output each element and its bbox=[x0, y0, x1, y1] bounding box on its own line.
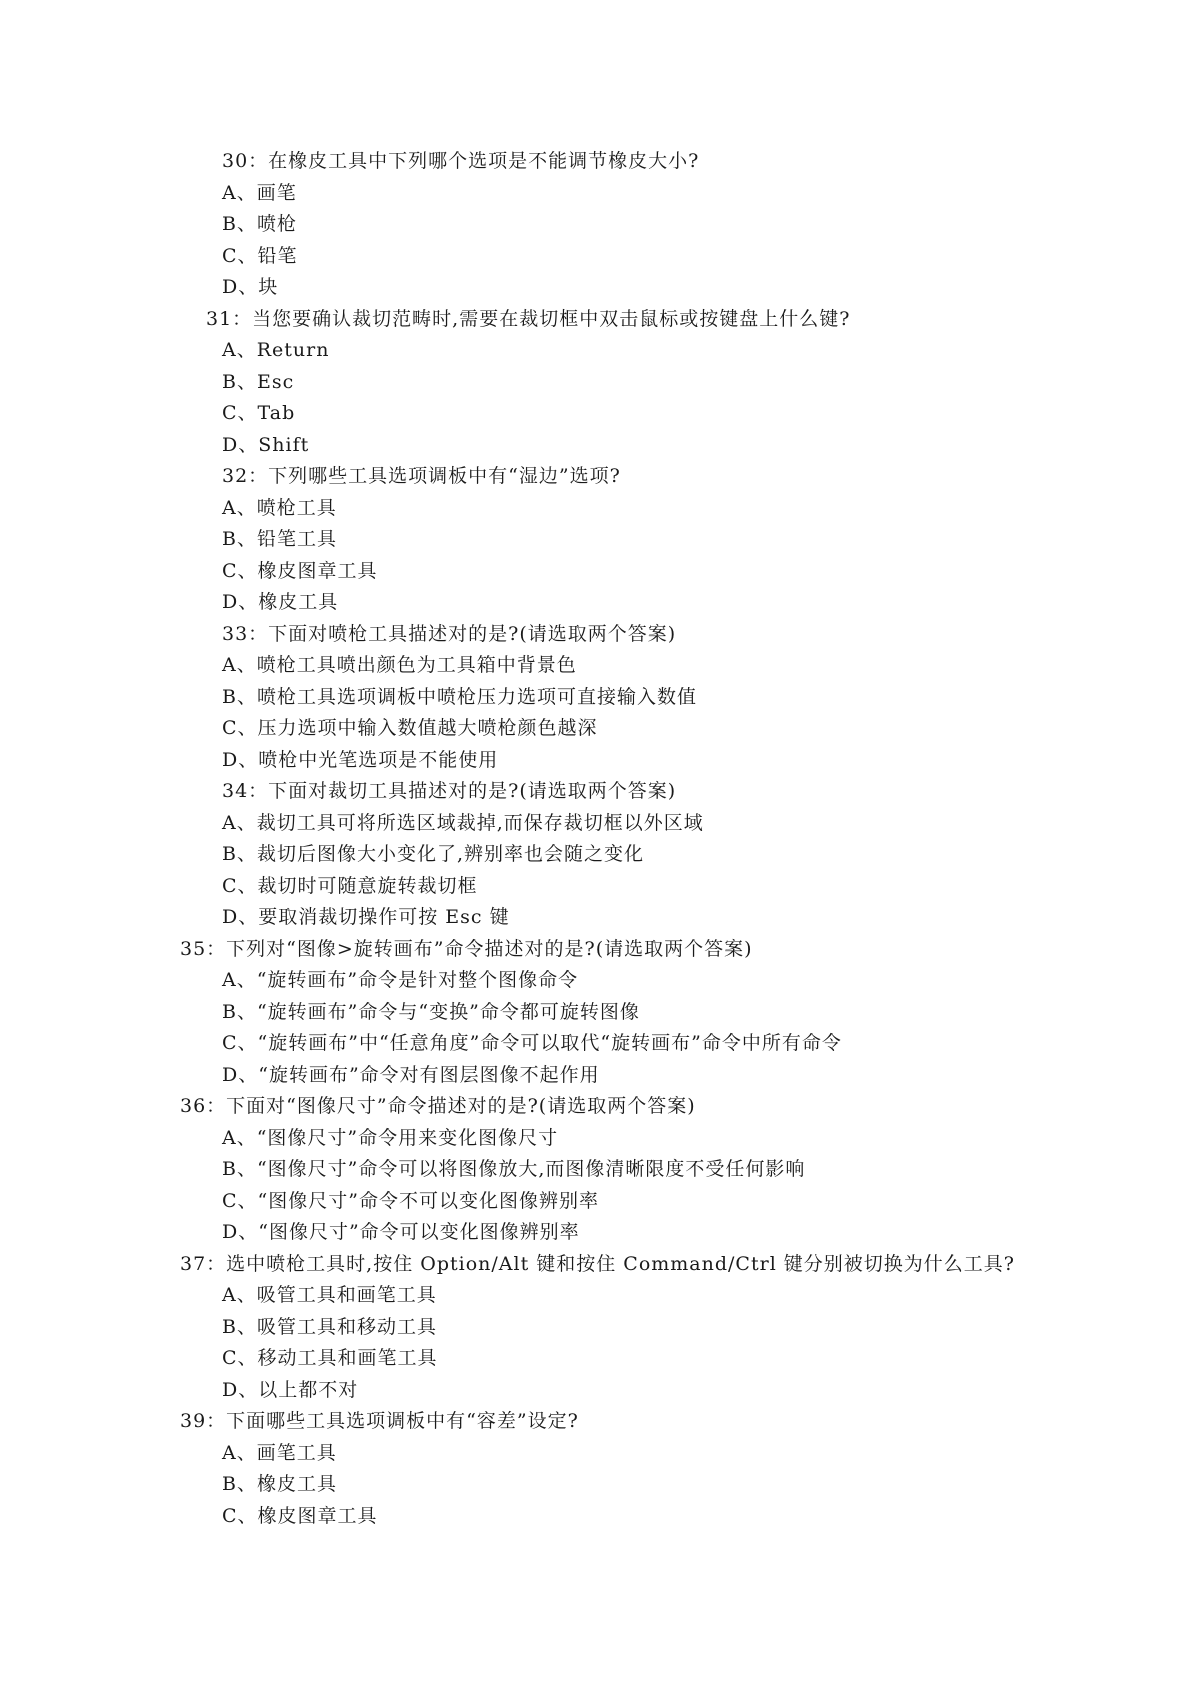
option-39-a: A、画笔工具 bbox=[222, 1442, 337, 1464]
option-33-b: B、喷枪工具选项调板中喷枪压力选项可直接输入数值 bbox=[222, 686, 697, 708]
option-32-c: C、橡皮图章工具 bbox=[222, 560, 378, 582]
option-36-a: A、“图像尺寸”命令用来变化图像尺寸 bbox=[222, 1127, 559, 1149]
question-34: 34：下面对裁切工具描述对的是?(请选取两个答案) bbox=[222, 780, 677, 802]
option-39-b: B、橡皮工具 bbox=[222, 1473, 337, 1495]
option-30-b: B、喷枪 bbox=[222, 213, 297, 235]
option-37-a: A、吸管工具和画笔工具 bbox=[222, 1284, 437, 1306]
option-34-c: C、裁切时可随意旋转裁切框 bbox=[222, 875, 478, 897]
option-30-d: D、块 bbox=[222, 276, 279, 298]
option-35-d: D、“旋转画布”命令对有图层图像不起作用 bbox=[222, 1064, 600, 1086]
option-36-c: C、“图像尺寸”命令不可以变化图像辨别率 bbox=[222, 1190, 599, 1212]
question-33: 33：下面对喷枪工具描述对的是?(请选取两个答案) bbox=[222, 623, 677, 645]
question-37: 37：选中喷枪工具时,按住 Option/Alt 键和按住 Command/Ctrl 键分别被切换为什么工具? bbox=[180, 1253, 1015, 1275]
option-31-b: B、Esc bbox=[222, 371, 295, 393]
option-35-a: A、“旋转画布”命令是针对整个图像命令 bbox=[222, 969, 579, 991]
option-37-d: D、以上都不对 bbox=[222, 1379, 359, 1401]
option-37-b: B、吸管工具和移动工具 bbox=[222, 1316, 437, 1338]
question-30: 30：在橡皮工具中下列哪个选项是不能调节橡皮大小? bbox=[222, 150, 700, 172]
option-30-a: A、画笔 bbox=[222, 182, 297, 204]
option-31-c: C、Tab bbox=[222, 402, 296, 424]
question-36: 36：下面对“图像尺寸”命令描述对的是?(请选取两个答案) bbox=[180, 1095, 696, 1117]
option-32-d: D、橡皮工具 bbox=[222, 591, 339, 613]
option-30-c: C、铅笔 bbox=[222, 245, 298, 267]
question-35: 35：下列对“图像>旋转画布”命令描述对的是?(请选取两个答案) bbox=[180, 938, 753, 960]
option-36-b: B、“图像尺寸”命令可以将图像放大,而图像清晰限度不受任何影响 bbox=[222, 1158, 806, 1180]
option-37-c: C、移动工具和画笔工具 bbox=[222, 1347, 438, 1369]
question-32: 32：下列哪些工具选项调板中有“湿边”选项? bbox=[222, 465, 621, 487]
option-36-d: D、“图像尺寸”命令可以变化图像辨别率 bbox=[222, 1221, 580, 1243]
option-35-c: C、“旋转画布”中“任意角度”命令可以取代“旋转画布”命令中所有命令 bbox=[222, 1032, 842, 1054]
option-34-b: B、裁切后图像大小变化了,辨别率也会随之变化 bbox=[222, 843, 645, 865]
option-34-d: D、要取消裁切操作可按 Esc 键 bbox=[222, 906, 510, 928]
option-33-c: C、压力选项中输入数值越大喷枪颜色越深 bbox=[222, 717, 598, 739]
option-31-a: A、Return bbox=[222, 339, 330, 361]
question-39: 39：下面哪些工具选项调板中有“容差”设定? bbox=[180, 1410, 579, 1432]
option-39-c: C、橡皮图章工具 bbox=[222, 1505, 378, 1527]
option-32-b: B、铅笔工具 bbox=[222, 528, 337, 550]
option-33-d: D、喷枪中光笔选项是不能使用 bbox=[222, 749, 499, 771]
option-34-a: A、裁切工具可将所选区域裁掉,而保存裁切框以外区域 bbox=[222, 812, 704, 834]
option-33-a: A、喷枪工具喷出颜色为工具箱中背景色 bbox=[222, 654, 577, 676]
option-35-b: B、“旋转画布”命令与“变换”命令都可旋转图像 bbox=[222, 1001, 640, 1023]
option-32-a: A、喷枪工具 bbox=[222, 497, 337, 519]
option-31-d: D、Shift bbox=[222, 434, 310, 456]
question-31: 31：当您要确认裁切范畴时,需要在裁切框中双击鼠标或按键盘上什么键? bbox=[206, 308, 851, 330]
